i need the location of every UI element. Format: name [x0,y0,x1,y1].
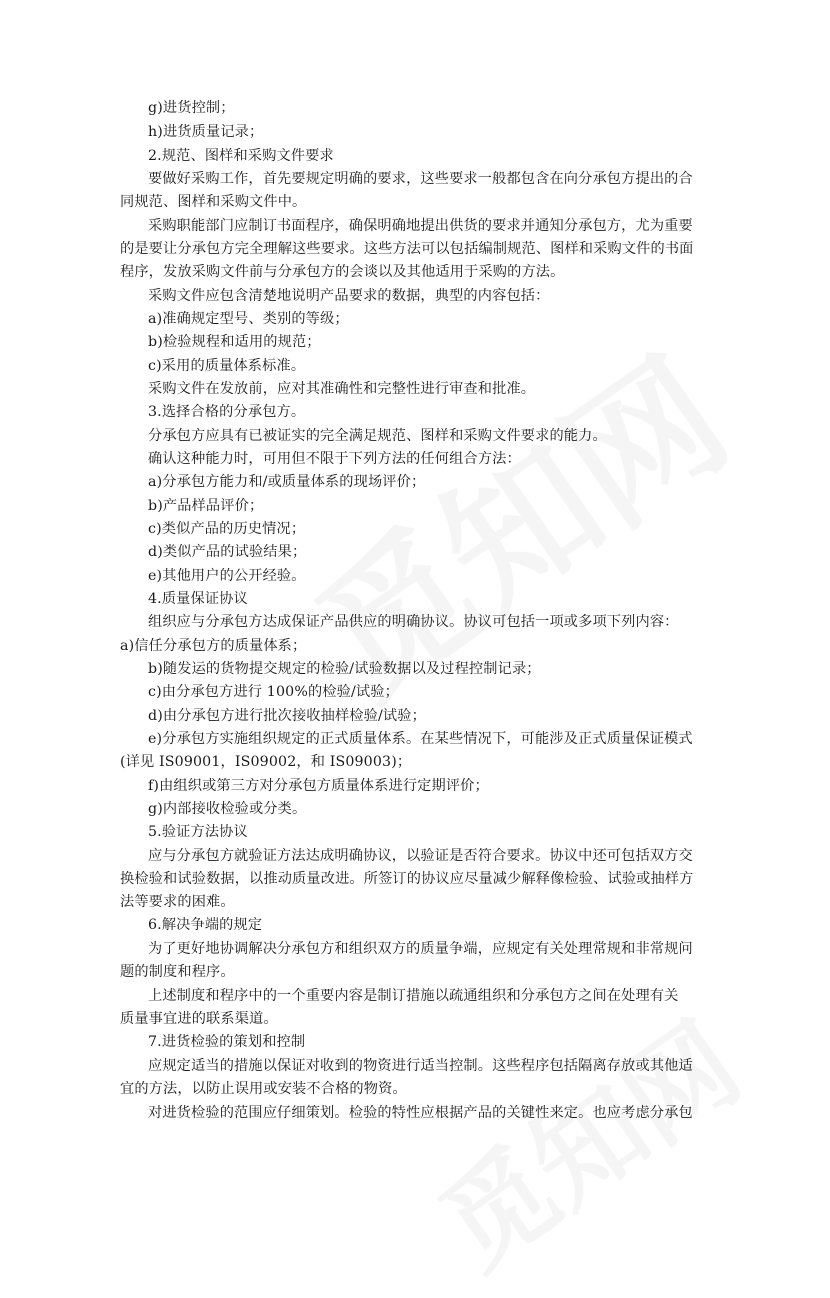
list-item: b)产品样品评价； [148,498,264,514]
list-item: a)分承包方能力和/或质量体系的现场评价； [148,474,426,490]
text-line: 采购文件应包含清楚地说明产品要求的数据，典型的内容包括： [148,288,550,304]
text-line: 要做好采购工作，首先要规定明确的要求，这些要求一般都包含在向分承包方提出的合 [148,171,693,187]
text-line: 确认这种能力时，可用但不限于下列方法的任何组合方法： [148,451,521,467]
text-line: 程序，发放采购文件前与分承包方的会谈以及其他适用于采购的方法。 [120,264,565,280]
text-line: h)进货质量记录； [148,124,264,140]
text-line: 的是要让分承包方完全理解这些要求。这些方法可以包括编制规范、图样和采购文件的书面 [120,241,694,257]
list-item: e)其他用户的公开经验。 [148,568,306,584]
text-line: 宜的方法，以防止误用或安装不合格的物资。 [120,1081,407,1097]
text-line: 采购文件在发放前，应对其准确性和完整性进行审查和批准。 [148,381,536,397]
section-heading: 2.规范、图样和采购文件要求 [148,148,334,164]
text-line: 质量事宜进的联系渠道。 [120,1011,278,1027]
text-line: 换检验和试验数据，以推动质量改进。所签订的协议应尽量减少解释像检验、试验或抽样方 [120,871,694,887]
text-line: 题的制度和程序。 [120,964,235,980]
text-line: 采购职能部门应制订书面程序，确保明确地提出供货的要求并通知分承包方，尤为重要 [148,218,693,234]
list-item: d)类似产品的试验结果； [148,544,307,560]
text-line: 上述制度和程序中的一个重要内容是制订措施以疏通组织和分承包方之间在处理有关 [148,988,679,1004]
text-line: 法等要求的困难。 [120,894,235,910]
text-line: 分承包方应具有已被证实的完全满足规范、图样和采购文件要求的能力。 [148,428,607,444]
list-item: a)信任分承包方的质量体系； [120,638,307,654]
text-line: 组织应与分承包方达成保证产品供应的明确协议。协议可包括一项或多项下列内容： [148,614,679,630]
list-item: f)由组织或第三方对分承包方质量体系进行定期评价； [148,778,489,794]
list-item: c)采用的质量体系标准。 [148,358,306,374]
text-line: 对进货检验的范围应仔细策划。检验的特性应根据产品的关键性来定。也应考虑分承包 [148,1105,693,1121]
list-item: e)分承包方实施组织规定的正式质量体系。在某些情况下，可能涉及正式质量保证模式 [148,731,693,747]
text-line: g)进货控制； [148,100,235,116]
section-heading: 7.进货检验的策划和控制 [148,1034,306,1050]
text-line: 应与分承包方就验证方法达成明确协议，以验证是否符合要求。协议中还可包括双方交 [148,848,693,864]
list-item: d)由分承包方进行批次接收抽样检验/试验； [148,708,426,724]
list-item: b)检验规程和适用的规范； [148,334,321,350]
list-item: g)内部接收检验或分类。 [148,801,307,817]
section-heading: 6.解决争端的规定 [148,917,263,933]
text-line: 为了更好地协调解决分承包方和组织双方的质量争端，应规定有关处理常规和非常规问 [148,941,693,957]
list-item: a)准确规定型号、类别的等级； [148,311,349,327]
text-line: 应规定适当的措施以保证对收到的物资进行适当控制。这些程序包括隔离存放或其他适 [148,1058,693,1074]
list-item: c)类似产品的历史情况； [148,521,306,537]
text-line: (详见 IS09001，IS09002，和 IS09003)； [120,754,412,770]
list-item: c)由分承包方进行 100%的检验/试验； [148,684,399,700]
watermark [405,980,766,1298]
text-line: 同规范、图样和采购文件中。 [120,194,307,210]
section-heading: 5.验证方法协议 [148,824,248,840]
list-item: b)随发运的货物提交规定的检验/试验数据以及过程控制记录； [148,661,541,677]
section-heading: 4.质量保证协议 [148,591,248,607]
section-heading: 3.选择合格的分承包方。 [148,404,306,420]
